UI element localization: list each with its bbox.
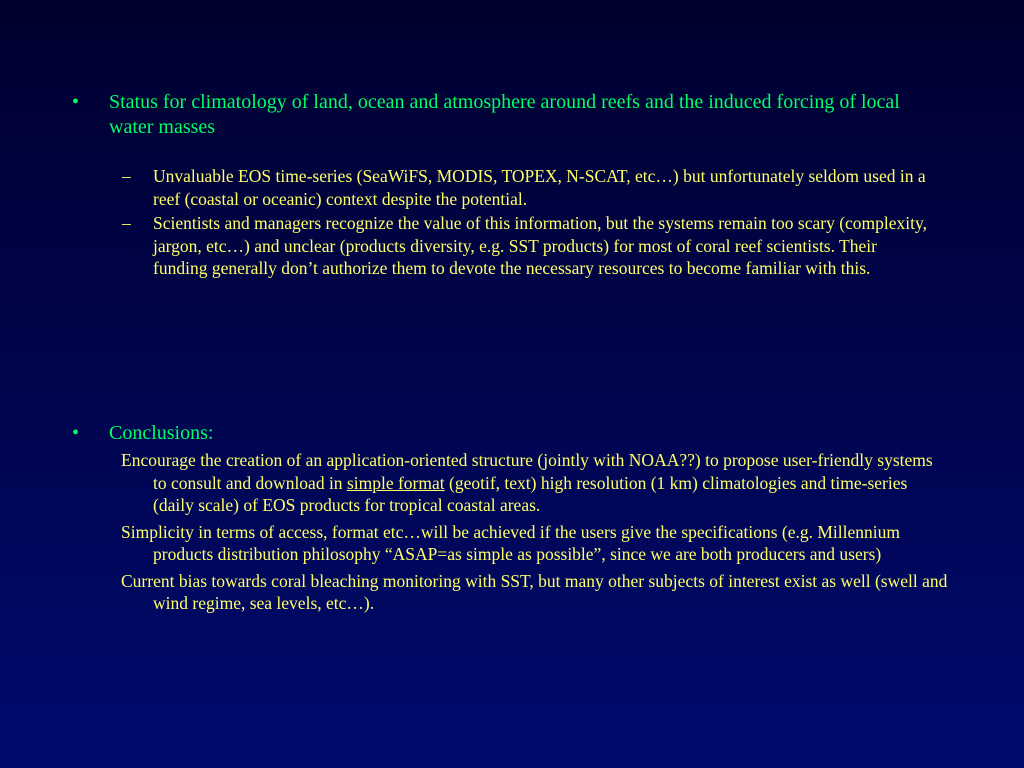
section-conclusions [72, 421, 948, 615]
status-subitem-text: Unvaluable EOS time-series (SeaWiFS, MODIS, TOPEX, N-SCAT, etc…) but unfortunately seldom used in a reef (coastal or oceanic) context despite the potential. [153, 166, 926, 209]
bullet-marker: • [72, 422, 80, 444]
status-subitem-text: Scientists and managers recognize the value of this information, but the systems remain too scary (complexity, jargon, etc…) and unclear (products diversity, e.g. SST products) for most of coral reef scientists. Their funding generally don’t authorize them to devote the necessary resources to become familiar with this. [153, 213, 928, 278]
conclusion-item-simplicity [121, 521, 948, 566]
section-status [72, 90, 932, 280]
status-bullet [72, 90, 932, 140]
conclusion-text: Current bias towards coral bleaching monitoring with SST, but many other subjects of interest exist as well (swell and wind regime, sea levels, etc…). [121, 570, 948, 613]
status-heading: Status for climatology of land, ocean and atmosphere around reefs and the induced forcing of local water masses [109, 91, 900, 138]
dash-marker: – [122, 166, 131, 186]
simple-format-link[interactable]: simple format [346, 472, 445, 493]
conclusion-text: Encourage the creation of an application-oriented structure (jointly with NOAA??) to propose user-friendly systems to consult and download in [121, 450, 933, 493]
conclusion-item-encourage [121, 449, 948, 517]
conclusions-heading: Conclusions: [109, 422, 214, 444]
conclusions-bullet [72, 421, 932, 446]
dash-marker: – [122, 213, 131, 233]
bullet-marker: • [72, 91, 80, 113]
conclusion-item-bias [121, 570, 948, 615]
conclusion-text: (geotif, text) high resolution (1 km) climatologies and time-series (daily scale) of EOS products for tropical coastal areas. [153, 472, 908, 515]
status-subitem-eos [122, 165, 933, 210]
conclusion-text: Simplicity in terms of access, format etc…will be achieved if the users give the specifications (e.g. Millennium products distribution philosophy “ASAP=as simple as possible”, since we are both producers and users) [121, 521, 901, 564]
status-subitem-scientists [122, 212, 933, 280]
